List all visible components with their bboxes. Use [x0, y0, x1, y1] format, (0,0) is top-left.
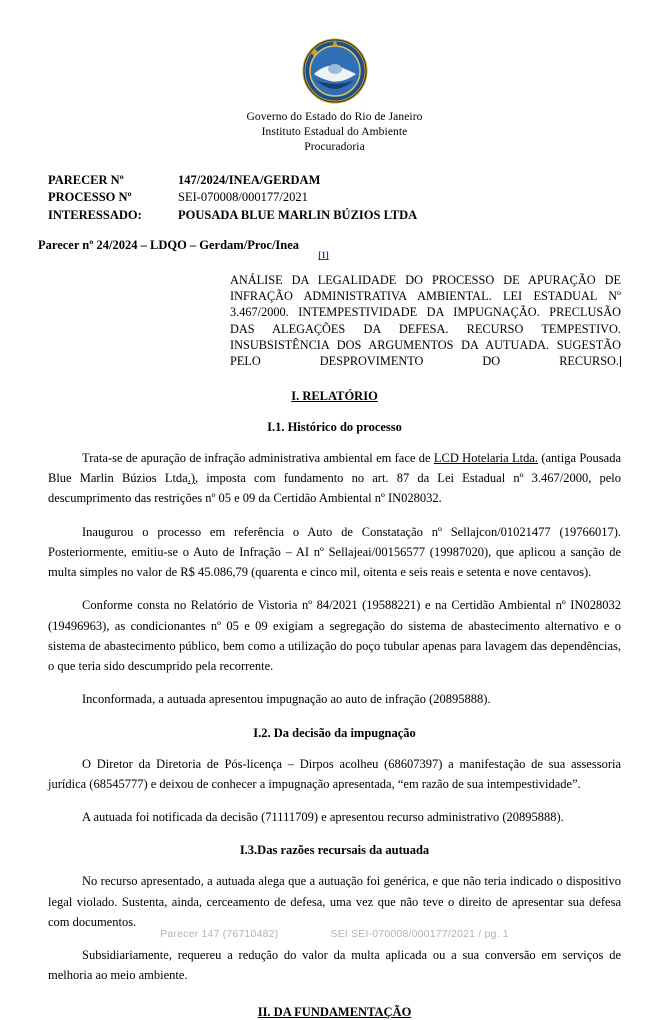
paragraph-decisao-2: A autuada foi notificada da decisão (71111709) e apresentou recurso administrativo (20895888). — [82, 810, 564, 825]
paragraph-razoes-2: Subsidiariamente, requereu a redução do valor da multa aplicada ou a sua conversão em serviços de melhoria ao meio ambiente. — [48, 948, 621, 983]
organization-header — [0, 110, 669, 156]
identification-row — [48, 172, 669, 190]
paragraph-razoes-1: No recurso apresentado, a autuada alega que a autuação foi genérica, e que não teria indicado o dispositivo legal violado. Sustenta, ainda, cerceamento de defesa, uma vez que não teve o direito de apresentar sua defesa com documentos. — [48, 874, 621, 929]
paragraph-historico-3: Conforme consta no Relatório de Vistoria nº 84/2021 (19588221) e na Certidão Ambiental nº IN028032 (19496963), as condicionantes nº 05 e 09 exigiam a segregação do sistema de abastecimento alternativo e o sistema de abastecimento público, bem como a utilização do poço tubular apenas para lavagem das dependências, o que teria sido descumprido pela recorrente. — [48, 598, 621, 674]
section-heading-fundamentacao-text: II. DA FUNDAMENTAÇÃO — [257, 1004, 412, 1019]
footnote-link[interactable]: [1] — [318, 249, 329, 260]
subsection-heading-decisao: I.2. Da decisão da impugnação — [253, 725, 416, 740]
identification-row — [48, 189, 669, 207]
org-line-2: Instituto Estadual do Ambiente — [261, 126, 408, 139]
ementa-text: ANÁLISE DA LEGALIDADE DO PROCESSO DE APURAÇÃO DE INFRAÇÃO ADMINISTRATIVA AMBIENTAL. LEI ESTADUAL Nº 3.467/2000. INTEMPESTIVIDADE DA IMPUGNAÇÃO. PRECLUSÃO DAS ALEGAÇÕES DA DEFESA. RECURSO TEMPESTIVO. INSUBSISTÊNCIA DOS ARGUMENTOS DA AUTUADA. SUGESTÃO PELO DESPROVIMENTO DO RECURSO. — [230, 272, 621, 369]
paragraph-historico-1 — [48, 448, 621, 509]
run-text: (antiga Pousada Blue Marlin Búzios Ltda — [48, 450, 621, 486]
org-line-1: Governo do Estado do Rio de Janeiro — [246, 111, 423, 123]
parecer-reference-text: Parecer nº 24/2024 – LDQO – Gerdam/Proc/Inea — [38, 237, 300, 252]
identification-block — [0, 172, 669, 225]
parecer-label: PARECER Nº — [48, 172, 124, 187]
section-heading-relatorio-text: I. RELATÓRIO — [291, 388, 378, 403]
subsection-heading-razoes: I.3.Das razões recursais da autuada — [239, 843, 430, 858]
org-line-3: Procuradoria — [304, 141, 365, 154]
identification-row — [48, 207, 669, 225]
run-underlined: LCD Hotelaria Ltda. — [433, 450, 539, 465]
parecer-reference-line — [0, 238, 669, 260]
footer-sei-reference: SEI SEI-070008/000177/2021 / pg. 1 — [330, 928, 509, 940]
paragraph-historico-4: Inconformada, a autuada apresentou impugnação ao auto de infração (20895888). — [82, 692, 491, 707]
run-text: Trata-se de apuração de infração administrativa ambiental em face de — [82, 450, 434, 465]
ementa-block — [230, 272, 621, 370]
crest-container — [0, 0, 669, 104]
page-footer — [0, 928, 669, 940]
paragraph-historico-2: Inaugurou o processo em referência o Auto de Constatação nº Sellajcon/01021477 (19766017). Posteriormente, emitiu-se o Auto de Infração – AI nº Sellajeai/00156577 (19987020), que aplicou a sanção de multa simples no valor de R$ 45.086,79 (quarenta e cinco mil, oitenta e seis reais e setenta e nove centavos). — [48, 524, 621, 580]
processo-value: SEI-070008/000177/2021 — [178, 190, 308, 205]
text-cursor — [620, 356, 621, 367]
footer-document-id: Parecer 147 (76710482) — [160, 928, 279, 940]
processo-label: PROCESSO Nº — [48, 190, 132, 205]
coat-of-arms-icon — [302, 38, 368, 104]
run-text: , imposta com fundamento no art. 87 da Lei Estadual nº 3.467/2000, pelo descumprimento das restrições nº 05 e 09 da Certidão Ambiental nº IN028032. — [48, 471, 622, 506]
run-underlined: .) — [187, 471, 196, 486]
interessado-label: INTERESSADO: — [48, 208, 142, 223]
paragraph-decisao-1: O Diretor da Diretoria de Pós-licença – Dirpos acolheu (68607397) a manifestação de sua assessoria jurídica (68545777) e deixou de conhecer a impugnação apresentada, “em razão de sua intempestividade”. — [48, 756, 621, 791]
subsection-heading-historico: I.1. Histórico do processo — [267, 419, 402, 434]
parecer-value: 147/2024/INEA/GERDAM — [178, 172, 321, 187]
section-heading-relatorio — [0, 389, 669, 404]
section-heading-fundamentacao — [0, 1005, 669, 1020]
interessado-value: POUSADA BLUE MARLIN BÚZIOS LTDA — [178, 208, 418, 223]
